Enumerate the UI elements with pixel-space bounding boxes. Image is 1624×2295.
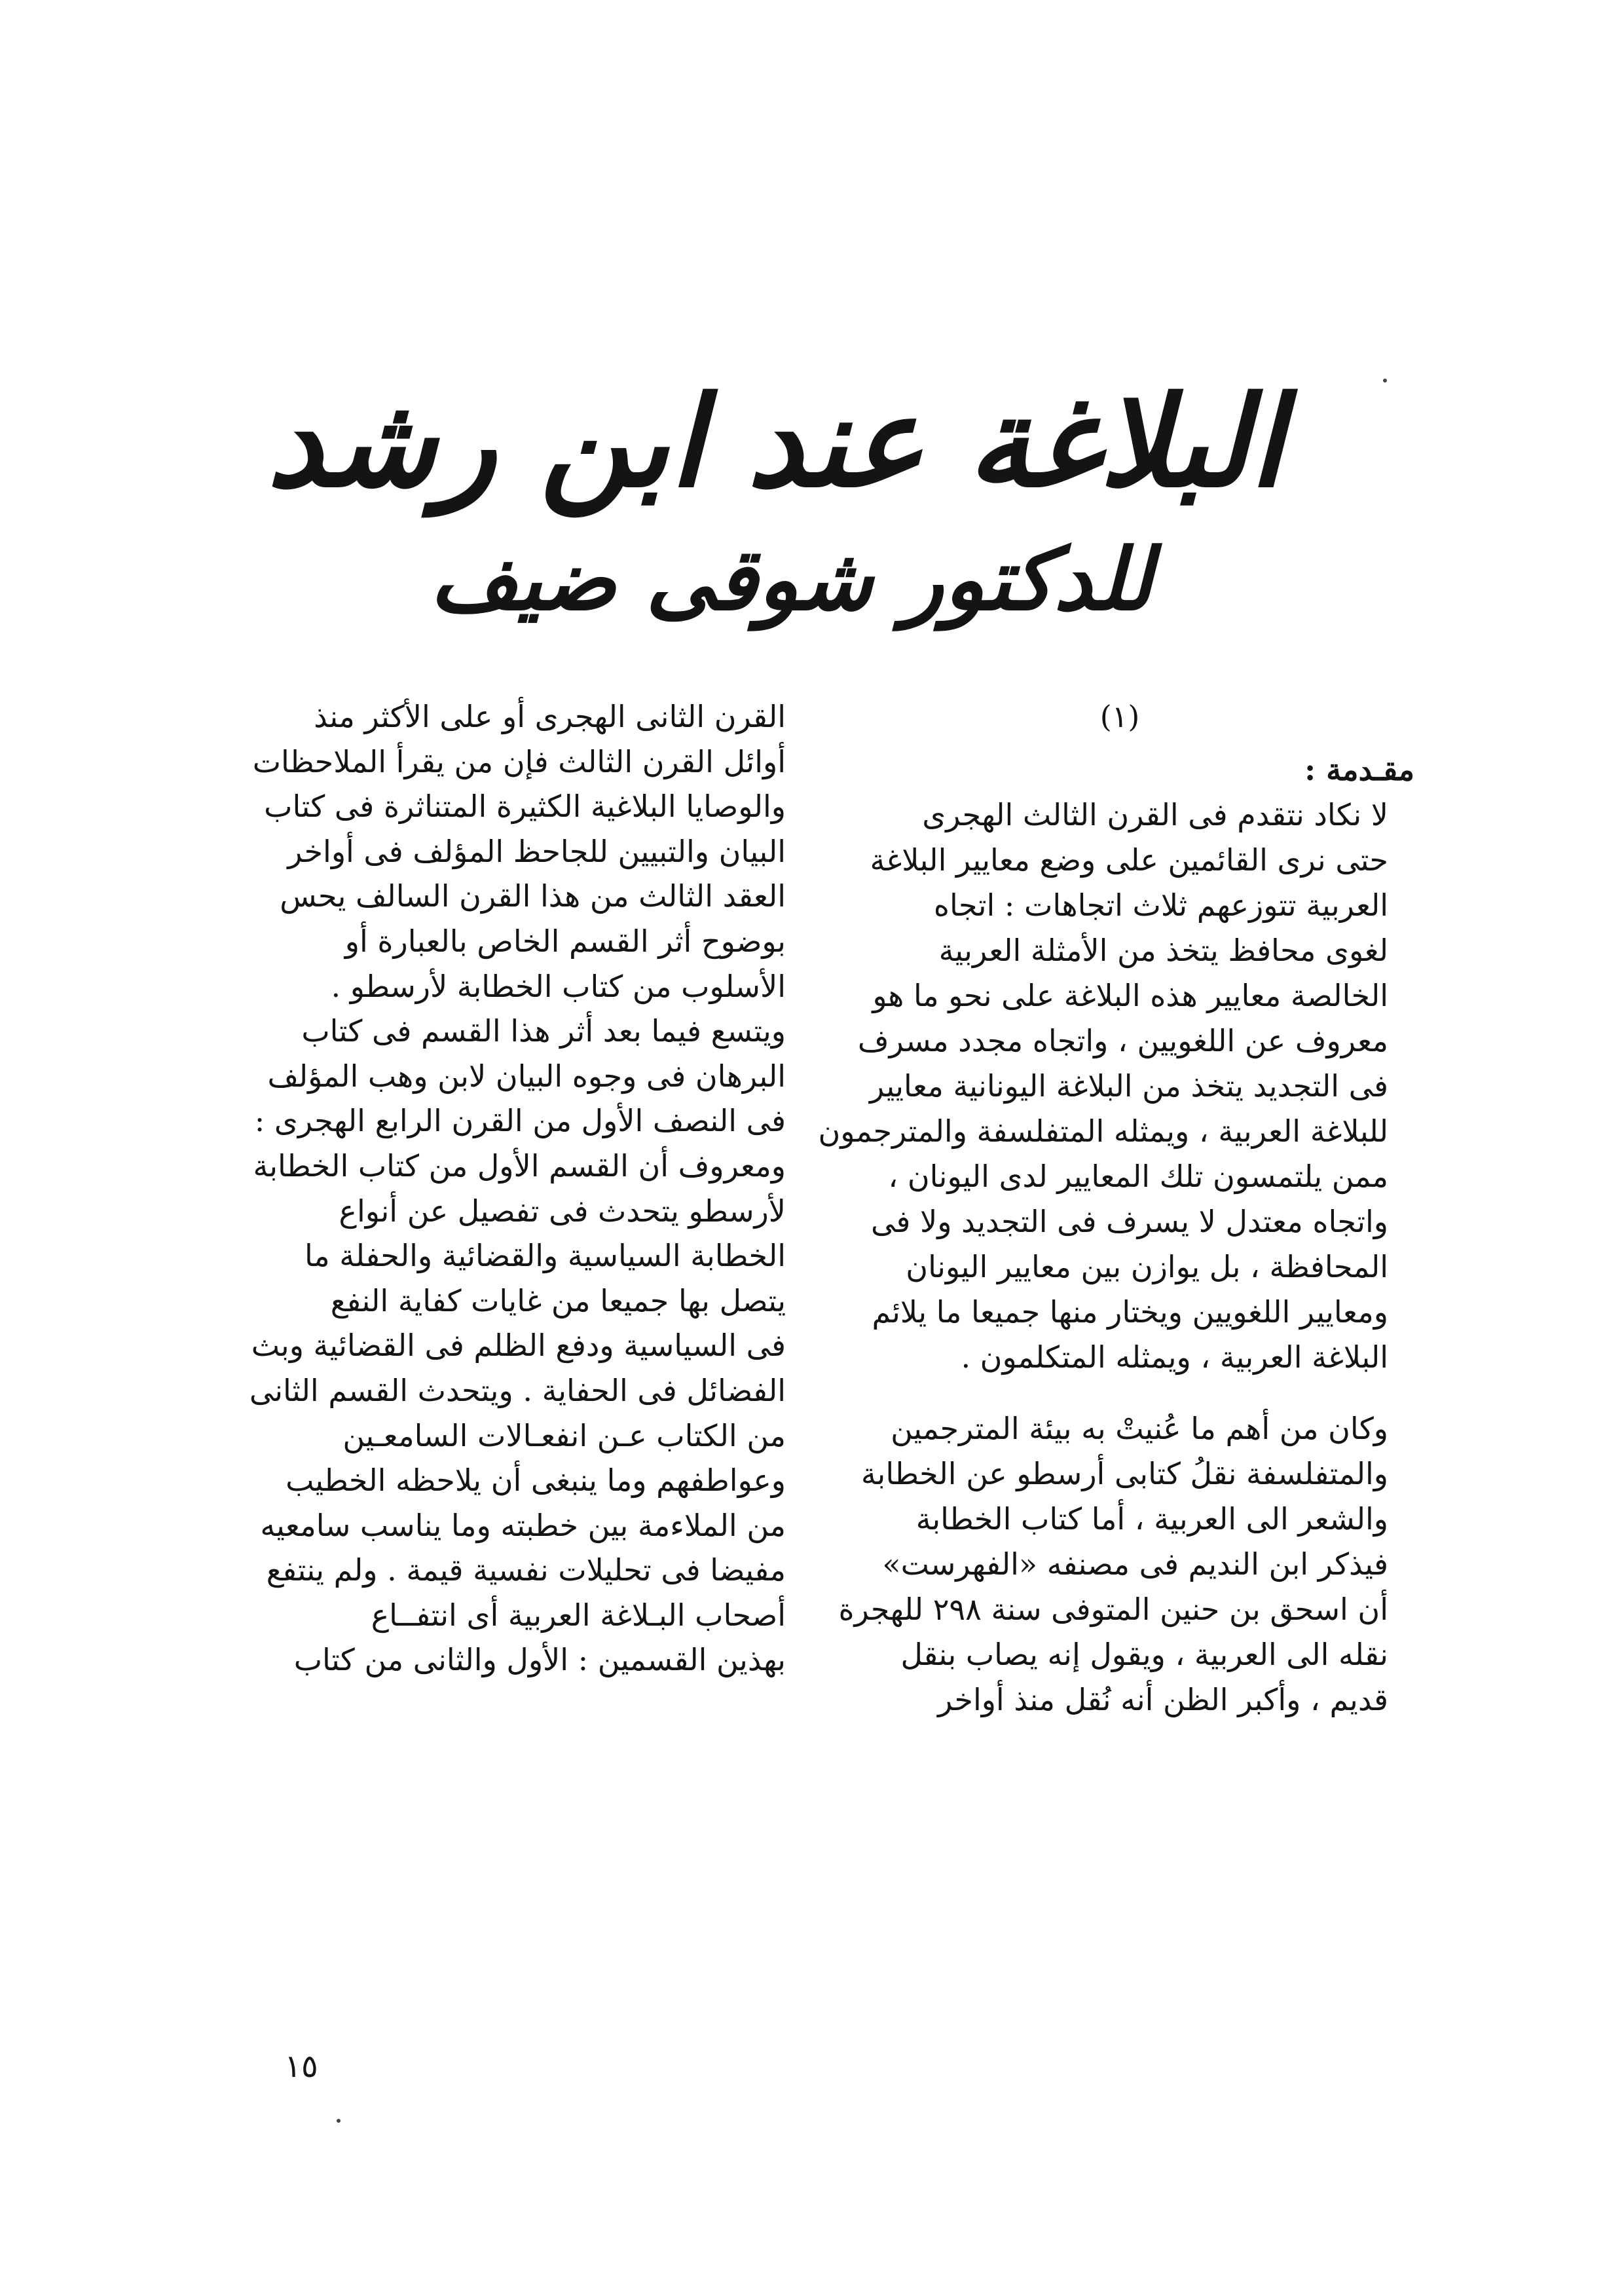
text-line: ومعايير اللغويين ويختار منها جميعا ما يلائم [872,1294,1388,1330]
text-line: فى التجديد يتخذ من البلاغة اليونانية معايير [869,1068,1388,1104]
text-line: حتى نرى القائمين على وضع معايير البلاغة [870,842,1388,878]
text-line: ويتسع فيما بعد أثر هذا القسم فى كتاب [301,1013,786,1049]
speck-mark [337,2119,341,2123]
paragraph-2 [838,1406,1388,1723]
text-line: العربية تتوزعهم ثلاث اتجاهات : اتجاه [933,887,1388,923]
text-line: البرهان فى وجوه البيان لابن وهب المؤلف [267,1058,786,1094]
right-column [818,694,1414,1991]
text-line: أن اسحق بن حنين المتوفى سنة ٢٩٨ للهجرة [838,1592,1388,1627]
text-line: وعواطفهم وما ينبغى أن يلاحظه الخطيب [286,1463,786,1499]
speck-mark [1383,379,1387,382]
paragraph-gap [851,1380,1388,1406]
text-line: والوصايا البلاغية الكثيرة المتناثرة فى كتاب [264,789,786,825]
text-line: فى النصف الأول من القرن الرابع الهجرى : [254,1103,786,1139]
text-line: والمتفلسفة نقلُ كتابى أرسطو عن الخطابة [860,1456,1388,1491]
text-line: البلاغة العربية ، ويمثله المتكلمون . [961,1339,1388,1375]
text-line: للبلاغة العربية ، ويمثله المتفلسفة والمترجمون [818,1113,1388,1149]
text-line: نقله الى العربية ، ويقول إنه يصاب بنقل [900,1637,1388,1672]
text-line: فيذكر ابن النديم فى مصنفه «الفهرست» [882,1546,1388,1582]
text-line: الخالصة معايير هذه البلاغة على نحو ما هو [872,978,1388,1013]
text-line: الفضائل فى الحفاية . ويتحدث القسم الثانى [249,1372,786,1408]
text-line: البيان والتبيين للجاحظ المؤلف فى أواخر [287,833,786,869]
left-column [249,694,786,2043]
text-line: أصحاب البـلاغة العربية أى انتفــاع [371,1597,786,1633]
text-line: أوائل القرن الثالث فإن من يقرأ الملاحظات [252,743,786,779]
text-line: معروف عن اللغويين ، واتجاه مجدد مسرف [857,1023,1388,1058]
section-number: (١) [1099,699,1140,734]
text-line: من الكتاب عـن انفعـالات السامعـين [342,1417,786,1453]
text-line: من الملاءمة بين خطبته وما يناسب سامعيه [260,1507,786,1543]
text-line: لغوى محافظ يتخذ من الأمثلة العربية [938,933,1388,968]
text-line: العقد الثالث من هذا القرن السالف يحس [280,878,786,914]
text-line: واتجاه معتدل لا يسرف فى التجديد ولا فى [871,1204,1388,1239]
text-line: ممن يلتمسون تلك المعايير لدى اليونان ، [888,1159,1388,1194]
text-line: يتصل بها جميعا من غايات كفاية النفع [330,1282,786,1318]
text-line: قديم ، وأكبر الظن أنه نُقل منذ أواخر [938,1682,1388,1717]
text-line: لأرسطو يتحدث فى تفصيل عن أنواع [339,1193,786,1229]
text-line: بهذين القسمين : الأول والثانى من كتاب [293,1642,786,1678]
paragraph-1 [818,793,1388,1380]
intro-heading: مقـدمة : [1304,752,1414,787]
text-line: بوضوح أثر القسم الخاص بالعبارة أو [344,923,786,959]
text-line: وكان من أهم ما عُنيتْ به بيئة المترجمين [891,1411,1388,1446]
text-line: الأسلوب من كتاب الخطابة لأرسطو . [331,968,786,1004]
text-line: المحافظة ، بل يوازن بين معايير اليونان [906,1249,1388,1284]
text-line: لا نكاد نتقدم فى القرن الثالث الهجرى [922,797,1388,832]
text-line: ومعروف أن القسم الأول من كتاب الخطابة [253,1148,786,1184]
text-line: والشعر الى العربية ، أما كتاب الخطابة [915,1501,1388,1537]
text-line: الخطابة السياسية والقضائية والحفلة ما [304,1238,786,1274]
article-title: البلاغة عند ابن رشد [267,369,1283,515]
article-author: للدكتور شوقى ضيف [430,529,1153,629]
text-line: القرن الثانى الهجرى أو على الأكثر منذ [314,699,786,734]
page-number: ١٥ [284,2048,318,2085]
text-line: فى السياسية ودفع الظلم فى القضائية وبث [251,1328,786,1364]
text-line: مفيضا فى تحليلات نفسية قيمة . ولم ينتفع [266,1552,786,1588]
